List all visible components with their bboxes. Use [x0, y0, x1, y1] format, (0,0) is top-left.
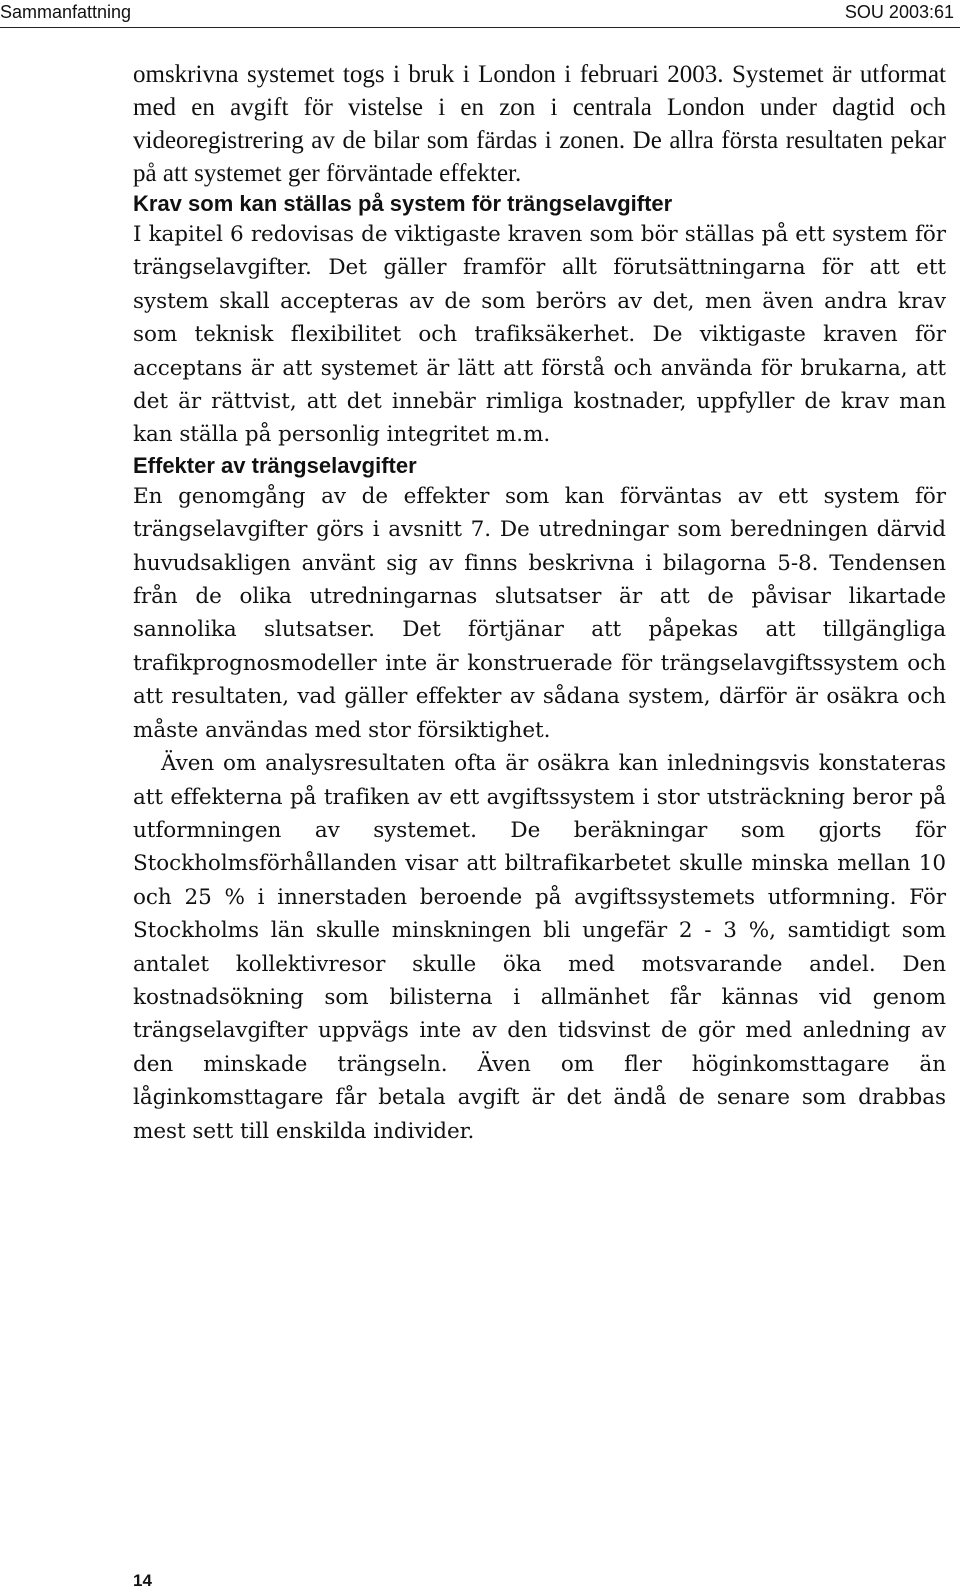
section-heading-effekter: Effekter av trängselavgifter	[133, 452, 417, 478]
page-number: 14	[133, 1571, 152, 1590]
intro-paragraph: omskrivna systemet togs i bruk i London i februari 2003. Systemet är utformat med en avgift för vistelse i en zon i centrala London under dagtid och videoregistrering av de bilar som färdas i zonen. De allra första resultaten pekar på att systemet ger förväntade effekter.	[133, 61, 946, 187]
section-heading-krav: Krav som kan ställas på system för trängselavgifter	[133, 191, 673, 216]
paragraph-krav: I kapitel 6 redovisas de viktigaste kraven som bör ställas på ett system för trängselavgifter. Det gäller framför allt förutsättningarna för att ett system skall accepteras av de som berörs av det, men även andra krav som teknisk flexibilitet och trafiksäkerhet. De viktigaste kraven för acceptans är att systemet är lätt att förstå och använda för brukarna, att det är rättvist, att det innebär rimliga kostnader, uppfyller de krav man kan ställa på personlig integritet m.m.	[133, 222, 946, 448]
paragraph-effekter-1: En genomgång av de effekter som kan förväntas av ett system för trängselavgifter görs i avsnitt 7. De utredningar som beredningen därvid huvudsakligen använt sig av finns beskrivna i bilagorna 5-8. Tendensen från de olika utredningarnas slutsatser är att de påvisar likartade sannolika slutsatser. Det förtjänar att påpekas att tillgängliga trafikprognosmodeller inte är konstruerade för trängselavgiftssystem och att resultaten, vad gäller effekter av sådana system, därför är osäkra och måste användas med stor försiktighet.	[133, 483, 946, 743]
header-divider	[0, 27, 960, 28]
running-header	[0, 0, 960, 26]
page-content	[133, 58, 946, 1148]
paragraph-effekter-2: Även om analysresultaten ofta är osäkra kan inledningsvis konstateras att effekterna på trafiken av ett avgiftssystem i stor utsträckning beror på utformningen av systemet. De beräkningar som gjorts för Stockholmsförhållanden visar att biltrafikarbetet skulle minska mellan 10 och 25 % i innerstaden beroende på avgiftssystemets utformning. För Stockholms län skulle minskningen bli ungefär 2 - 3 %, samtidigt som antalet kollektivresor skulle öka med motsvarande andel. Den kostnadsökning som bilisterna i allmänhet får kännas vid genom trängselavgifter uppvägs inte av den tidsvinst de gör med anledning av den minskade trängseln. Även om fler höginkomsttagare än låginkomsttagare får betala avgift är det ändå de senare som drabbas mest sett till enskilda individer.	[133, 751, 946, 1144]
header-document-id: SOU 2003:61	[844, 2, 954, 22]
header-section-title: Sammanfattning	[0, 2, 132, 22]
